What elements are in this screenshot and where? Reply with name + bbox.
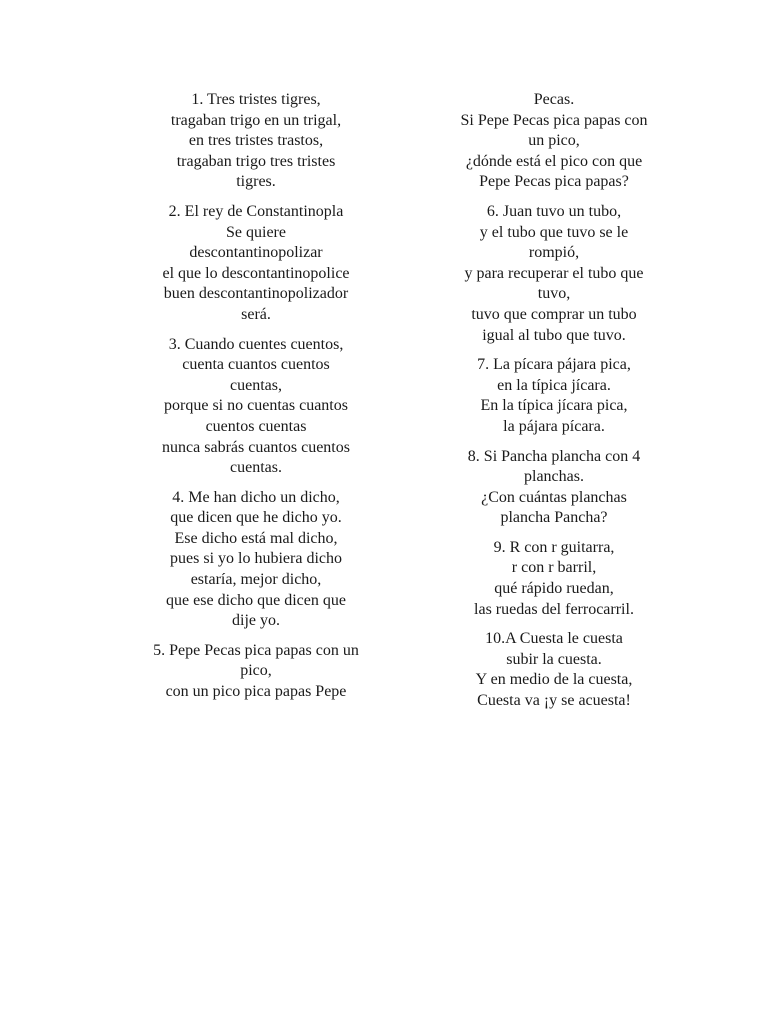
tongue-twister-item bbox=[120, 90, 392, 193]
tongue-twister-item bbox=[440, 629, 668, 711]
text-line: en tres tristes trastos, bbox=[188, 132, 324, 150]
text-line: planchas. bbox=[524, 468, 584, 486]
text-line: 3. Cuando cuentes cuentos, bbox=[168, 335, 344, 353]
text-line: 8. Si Pancha plancha con 4 bbox=[467, 447, 641, 465]
text-line: En la típica jícara pica, bbox=[480, 397, 628, 415]
text-line: nunca sabrás cuantos cuentos bbox=[162, 438, 350, 456]
text-line: igual al tubo que tuvo. bbox=[482, 326, 626, 344]
tongue-twister-item bbox=[120, 641, 392, 703]
text-line: qué rápido ruedan, bbox=[494, 580, 614, 598]
text-line: y el tubo que tuvo se le bbox=[479, 223, 629, 241]
text-line: subir la cuesta. bbox=[506, 650, 602, 668]
tongue-twister-item bbox=[440, 90, 668, 193]
tongue-twister-item bbox=[440, 447, 668, 529]
text-line: Y en medio de la cuesta, bbox=[475, 671, 633, 689]
text-line: 6. Juan tuvo un tubo, bbox=[486, 202, 622, 220]
text-line: pico, bbox=[240, 662, 272, 680]
text-line: la pájara pícara. bbox=[503, 417, 605, 435]
text-line: ¿Con cuántas planchas bbox=[481, 488, 627, 506]
text-line: 4. Me han dicho un dicho, bbox=[172, 488, 340, 506]
text-line: un pico, bbox=[528, 132, 580, 150]
text-line: cuentas, bbox=[230, 376, 282, 394]
right-column bbox=[440, 90, 668, 721]
tongue-twister-item bbox=[440, 538, 668, 620]
tongue-twister-item bbox=[440, 202, 668, 346]
text-line: dije yo. bbox=[232, 612, 280, 630]
text-line: Se quiere bbox=[226, 223, 286, 241]
text-line: 5. Pepe Pecas pica papas con un bbox=[153, 641, 359, 659]
tongue-twister-item bbox=[440, 355, 668, 437]
text-line: estaría, mejor dicho, bbox=[190, 571, 322, 589]
text-line: 9. R con r guitarra, bbox=[493, 538, 615, 556]
text-line: ¿dónde está el pico con que bbox=[465, 152, 643, 170]
text-line: que dicen que he dicho yo. bbox=[170, 509, 342, 527]
text-line: tragaban trigo tres tristes bbox=[176, 152, 336, 170]
text-line: plancha Pancha? bbox=[500, 509, 608, 527]
tongue-twister-item bbox=[120, 335, 392, 479]
text-line: pues si yo lo hubiera dicho bbox=[170, 550, 342, 568]
text-line: tragaban trigo en un trigal, bbox=[170, 111, 342, 129]
text-line: que ese dicho que dicen que bbox=[166, 591, 346, 609]
text-line: rompió, bbox=[528, 244, 580, 262]
text-line: 2. El rey de Constantinopla bbox=[168, 202, 344, 220]
text-line: tuvo, bbox=[537, 285, 571, 303]
text-line: 1. Tres tristes tigres, bbox=[191, 91, 321, 108]
text-line: y para recuperar el tubo que bbox=[464, 264, 644, 282]
text-line: porque si no cuentas cuantos bbox=[164, 397, 348, 415]
text-line: Si Pepe Pecas pica papas con bbox=[460, 111, 648, 129]
text-line: tuvo que comprar un tubo bbox=[471, 305, 637, 323]
text-line: Pecas. bbox=[533, 91, 575, 108]
text-line: será. bbox=[241, 305, 271, 323]
text-line: Pepe Pecas pica papas? bbox=[479, 173, 629, 191]
text-line: buen descontantinopolizador bbox=[163, 285, 349, 303]
text-line: cuenta cuantos cuentos bbox=[182, 356, 330, 374]
text-line: 10.A Cuesta le cuesta bbox=[485, 630, 623, 648]
text-line: con un pico pica papas Pepe bbox=[165, 683, 347, 701]
tongue-twister-item bbox=[120, 488, 392, 632]
text-line: las ruedas del ferrocarril. bbox=[474, 600, 634, 618]
text-line: r con r barril, bbox=[511, 559, 597, 577]
text-line: tigres. bbox=[236, 173, 276, 191]
text-line: descontantinopolizar bbox=[189, 244, 323, 262]
text-line: Cuesta va ¡y se acuesta! bbox=[477, 692, 631, 710]
text-line: en la típica jícara. bbox=[497, 376, 611, 394]
text-line: 7. La pícara pájara pica, bbox=[477, 356, 631, 374]
text-line: el que lo descontantinopolice bbox=[162, 264, 350, 282]
text-line: cuentas. bbox=[230, 459, 282, 477]
left-column bbox=[120, 90, 392, 712]
text-line: cuentos cuentas bbox=[205, 417, 307, 435]
text-line: Ese dicho está mal dicho, bbox=[174, 529, 338, 547]
tongue-twister-item bbox=[120, 202, 392, 326]
